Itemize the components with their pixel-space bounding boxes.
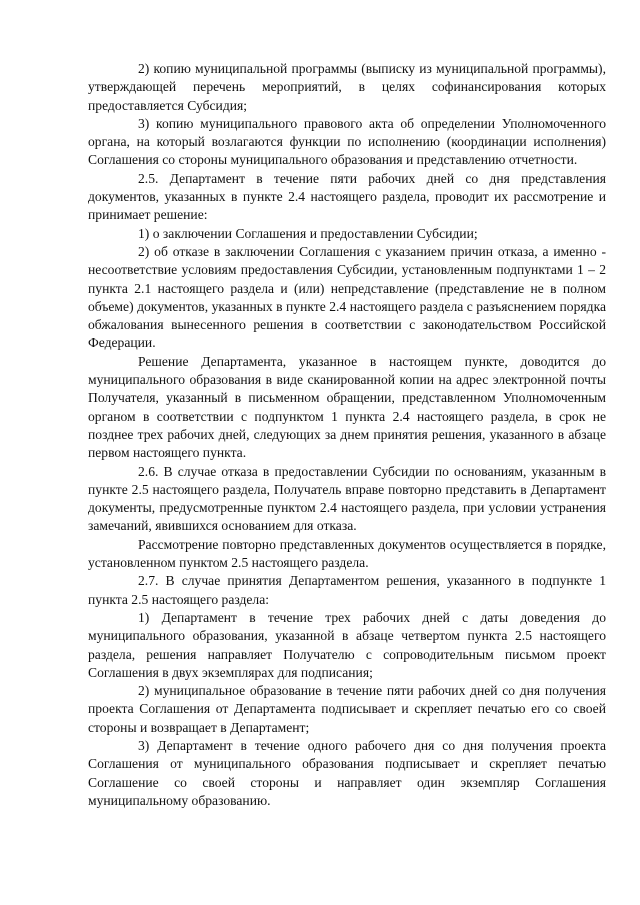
paragraph-step-2-municipality: 2) муниципальное образование в течение пяти рабочих дней со дня получения проекта Соглашения от Департамента подписывает и скрепляет печатью его со своей стороны и возвращает в Департамент;	[88, 683, 606, 735]
paragraph-step-3-department: 3) Департамент в течение одного рабочего дня со дня получения проекта Соглашения от муниципального образования подписывает и скрепляет печатью Соглашение со своей стороны и направляет один экземпляр Соглашения муниципальному образованию.	[88, 737, 606, 808]
paragraph-item-2-municipal-program: 2) копию муниципальной программы (выписку из муниципальной программы), утверждающей перечень мероприятий, в целях софинансирования которых предоставляется Субсидия;	[88, 61, 606, 113]
paragraph-resubmission-review: Рассмотрение повторно представленных документов осуществляется в порядке, установленном пунктом 2.5 настоящего раздела.	[88, 536, 606, 571]
paragraph-decision-1: 1) о заключении Соглашения и предоставлении Субсидии;	[138, 225, 478, 241]
paragraph-step-1-department: 1) Департамент в течение трех рабочих дней с даты доведения до муниципального образования, указанной в абзаце четвертом пункта 2.5 настоящего раздела, решения направляет Получателю с сопроводительным письмом проект Соглашения в двух экземплярах для подписания;	[88, 609, 606, 680]
paragraph-section-2-7: 2.7. В случае принятия Департаментом решения, указанного в подпункте 1 пункта 2.5 настоящего раздела:	[88, 573, 606, 607]
paragraph-decision-notification: Решение Департамента, указанное в настоящем пункте, доводится до муниципального образования в виде сканированной копии на адрес электронной почты Получателя, указанный в письменном обращении, представленном Уполномоченным органом в соответствии с подпунктом 1 пункта 2.4 настоящего раздела, в срок не позднее трех рабочих дней, следующих за днем принятия решения, указанного в абзаце первом настоящего пункта.	[88, 353, 606, 461]
paragraph-item-3-legal-act: 3) копию муниципального правового акта об определении Уполномоченного органа, на который возлагаются функции по исполнению (координации исполнения) Соглашения со стороны муниципального образования и представлению отчетности.	[88, 115, 606, 168]
document-page	[88, 60, 606, 810]
paragraph-decision-2-refusal: 2) об отказе в заключении Соглашения с указанием причин отказа, а именно - несоответствие условиям предоставления Субсидии, установленным подпунктами 1 – 2 пункта 2.1 настоящего раздела и (или) непредставление (представление не в полном объеме) документов, указанных в пункте 2.4 настоящего раздела с разъяснением порядка обжалования вынесенного решения в соответствии с законодательством Российской Федерации.	[88, 243, 606, 351]
paragraph-section-2-6: 2.6. В случае отказа в предоставлении Субсидии по основаниям, указанным в пункте 2.5 настоящего раздела, Получатель вправе повторно представить в Департамент документы, предусмотренные пунктом 2.4 настоящего раздела, при условии устранения замечаний, явившихся основанием для отказа.	[88, 463, 606, 534]
paragraph-section-2-5: 2.5. Департамент в течение пяти рабочих дней со дня представления документов, указанных в пункте 2.4 настоящего раздела, проводит их рассмотрение и принимает решение:	[88, 170, 606, 223]
